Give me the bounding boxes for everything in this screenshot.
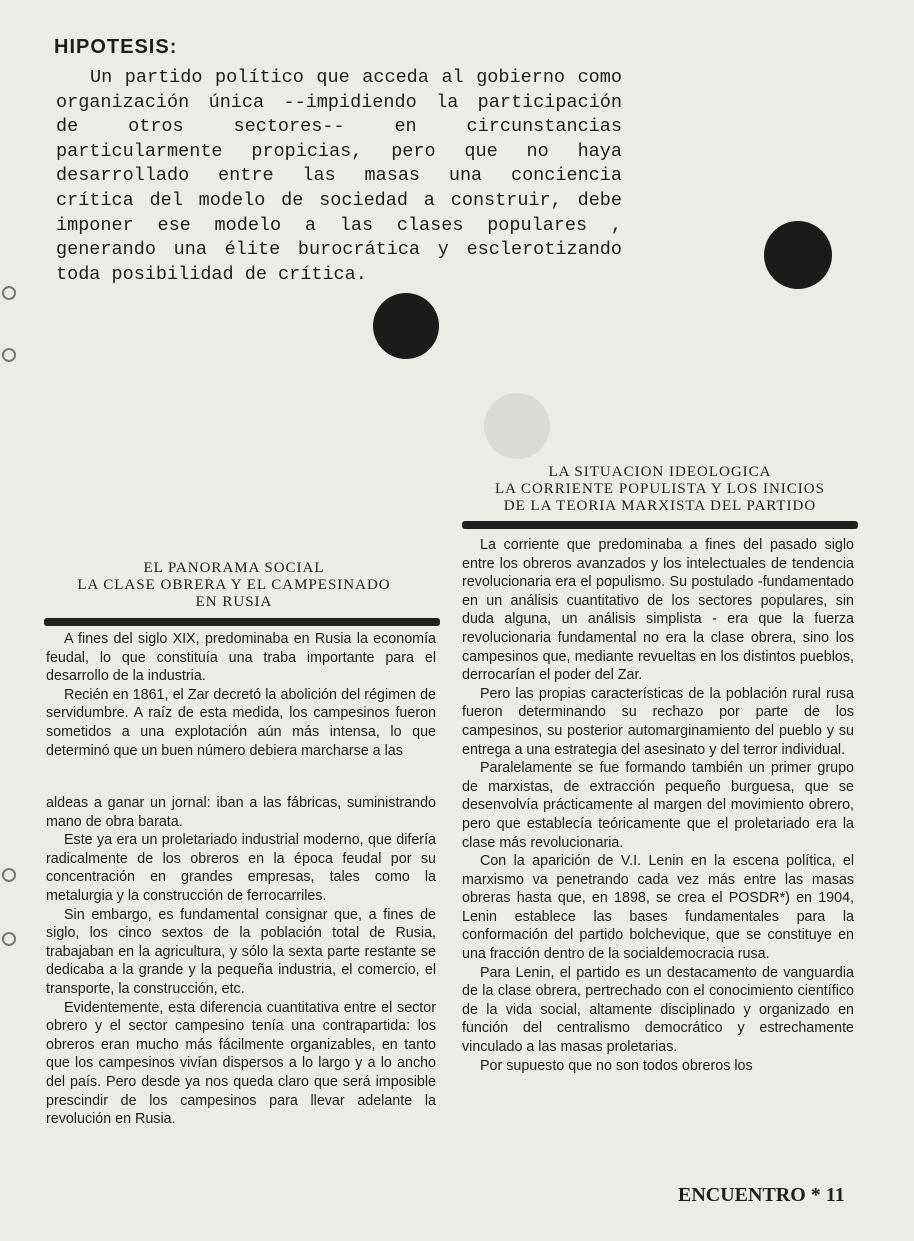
left-section-rule [44,618,440,626]
heading-line: LA CLASE OBRERA Y EL CAMPESINADO [77,577,391,593]
edge-mark [2,932,16,946]
page-footer [678,1184,845,1207]
page-number: 11 [825,1184,845,1206]
publication-name: ENCUENTRO [678,1184,806,1206]
paragraph: La corriente que predominaba a fines del pasado siglo entre los obreros avanzados y los intelectuales de tendencia revolucionaria era el populismo. Su postulado -fundamentado en un análisis cuantitativo de los sectores populares, sin duda alguna, un análisis simplista - era que la fuerza revolucionaria fundamental no era la clase obrera, sino los campesinos que, mediante revueltas en los distintos pueblos, derrocarían el poder del Zar. [462,537,854,684]
heading-line: EL PANORAMA SOCIAL [143,560,325,576]
left-column-block-2 [46,794,436,1129]
bleed-through-text [860,40,914,800]
left-section-heading [46,560,422,611]
paragraph: Recién en 1861, el Zar decretó la abolición del régimen de servidumbre. A raíz de esta medida, los campesinos fueron sometidos a una explotación aún más intensa, lo que determinó que un buen número debiera marcharse a las [46,686,436,759]
left-column-block-1 [46,630,436,760]
punch-hole [373,293,439,359]
paragraph: Este ya era un proletariado industrial moderno, que difería radicalmente de los obreros en la época feudal por su concentración en grandes empresas, tales como la metalurgia y la construcción de ferrocarriles. [46,832,436,904]
heading-line: EN RUSIA [195,594,273,610]
paragraph: Pero las propias características de la población rural rusa fueron determinando su rechazo por parte de los campesinos, su posterior automarginamiento del pueblo y su entrega a una estrategia del asesinato y del terror individual. [462,685,854,758]
edge-mark [2,868,16,882]
paragraph: Sin embargo, es fundamental consignar que, a fines de siglo, los cinco sextos de la población total de Rusia, trabajaban en la agricultura, y sólo la sexta parte restante se dedicaba a la grande y la pequeña industria, el comercio, el transporte, la construcción, etc. [46,906,436,997]
right-column [462,536,854,1075]
heading-line: LA SITUACION IDEOLOGICA [548,464,772,480]
heading-line: LA CORRIENTE POPULISTA Y LOS INICIOS [495,481,825,497]
paragraph: Evidentemente, esta diferencia cuantitativa entre el sector obrero y el sector campesino tenía una contrapartida: los obreros eran mucho más fácilmente organizables, en tanto que los campesinos vivían dispersos a lo largo y a lo ancho del país. Pero desde ya nos queda claro que será imposible prescindir de los campesinos para llevar adelante la revolución en Rusia. [46,999,436,1128]
hypothesis-text: Un partido político que acceda al gobierno como organización única --impidiendo la participación de otros sectores-- en circunstancias particularmente propicias, pero que no haya desarrollado entre las masas una conciencia crítica del modelo de sociedad a construir, debe imponer ese modelo a las clases populares , generando una élite burocrática y esclerotizando toda posibilidad de crítica. [56,67,622,285]
hypothesis-heading: HIPOTESIS: [54,36,178,58]
paragraph: Paralelamente se fue formando también un primer grupo de marxistas, de extracción pequeño burguesa, que se desenvolvía prácticamente al margen del movimiento obrero, pero que establecía teóricamente que el proletariado era la clase más revolucionaria. [462,760,854,851]
right-section-rule [462,521,858,529]
edge-mark [2,286,16,300]
paragraph: A fines del siglo XIX, predominaba en Rusia la economía feudal, lo que constituía una traba importante para el desarrollo de la industria. [46,631,436,685]
paragraph-continuation: aldeas a ganar un jornal: iban a las fábricas, suministrando mano de obra barata. [46,795,436,830]
punch-hole-shadow [484,393,550,459]
heading-line: DE LA TEORIA MARXISTA DEL PARTIDO [503,498,817,514]
paragraph: Con la aparición de V.I. Lenin en la escena política, el marxismo va penetrando cada vez más entre las masas obreras hasta que, en 1898, se crea el POSDR*) en 1904, Lenin establece las bases fundamentales para la conformación del partido bolchevique, que se constituye en una fracción dentro de la socialdemocracia rusa. [462,853,854,963]
punch-hole [764,221,832,289]
edge-mark [2,348,16,362]
footer-separator: * [810,1184,821,1206]
paragraph: Por supuesto que no son todos obreros los [480,1057,753,1074]
right-section-heading [462,464,858,515]
paragraph: Para Lenin, el partido es un destacamento de vanguardia de la clase obrera, pertrechado con el conocimiento científico de la vida social, altamente disciplinado y organizado en función del centralismo democrático y estrechamente vinculado a las masas proletarias. [462,964,854,1056]
